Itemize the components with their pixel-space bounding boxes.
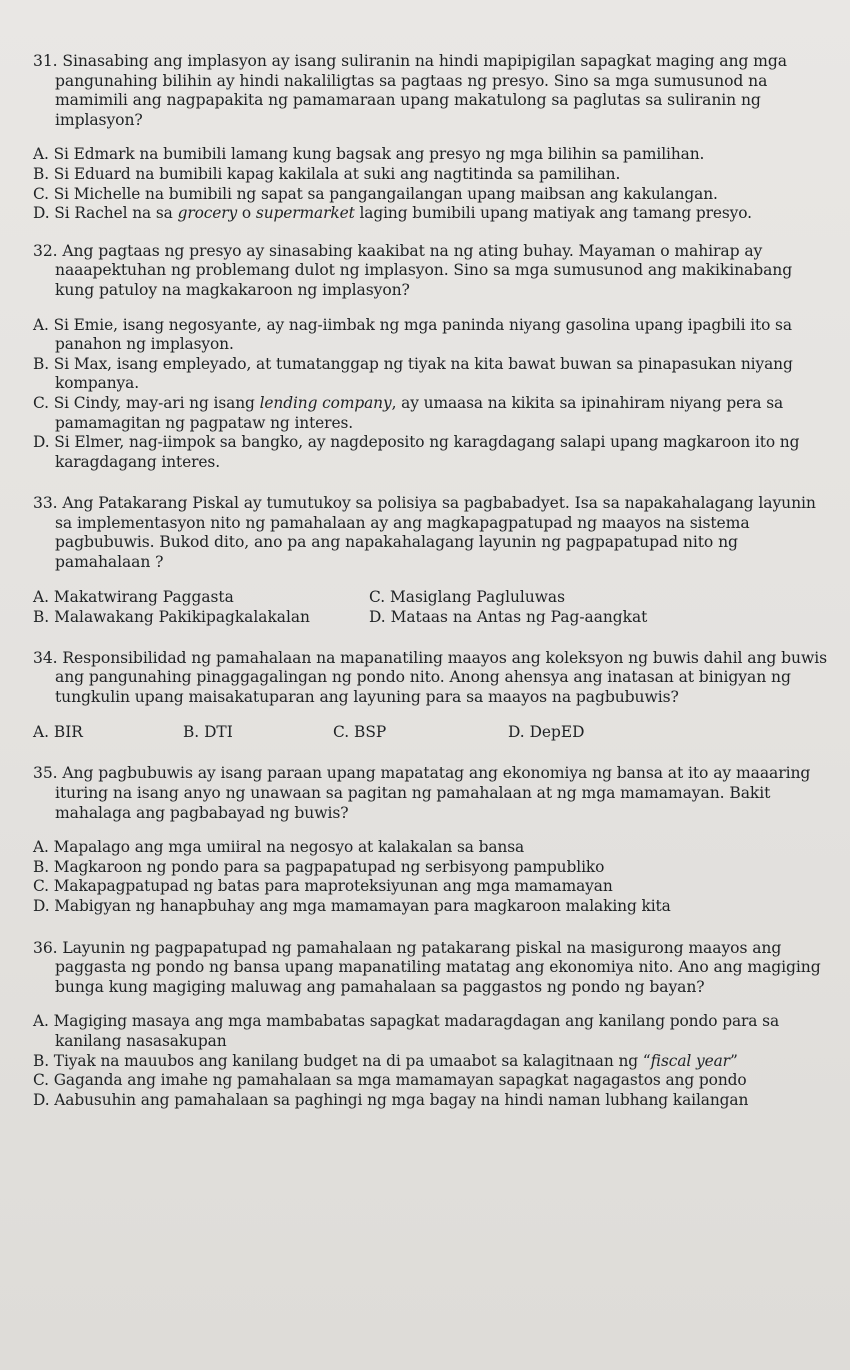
choice-a[interactable]: A. Si Emie, isang negosyante, ay nag-iimbak ng mga paninda niyang gasolina upang ipagbili ito sa panahon ng implasyon. <box>33 315 792 354</box>
choice-b[interactable]: B. Tiyak na mauubos ang kanilang budget na di pa umaabot sa kalagitnaan ng “fiscal year” <box>33 1051 738 1070</box>
question-stem: 34. Responsibilidad ng pamahalaan na mapanatiling maayos ang koleksyon ng buwis dahil ang buwis ang pangunahing pinaggagalingan ng pondo nito. Anong ahensya ang inatasan at binigyan ng tungkulin upang maisakatuparan ang layuning para sa maayos na pagbubuwis? <box>33 648 827 706</box>
choice-b[interactable]: B. Magkaroon ng pondo para sa pagpapatupad ng serbisyong pampubliko <box>33 857 605 876</box>
question-34 <box>33 649 828 743</box>
choice-list <box>33 1012 828 1110</box>
choice-a[interactable]: A. Mapalago ang mga umiiral na negosyo at kalakalan sa bansa <box>33 838 525 857</box>
choice-b[interactable]: B. Si Max, isang empleyado, at tumatanggap ng tiyak na kita bawat buwan sa pinapasukan niyang kompanya. <box>33 354 793 393</box>
question-36 <box>33 939 828 1111</box>
choice-b[interactable]: B. Malawakang Pakikipagkalakalan <box>33 607 310 626</box>
choice-d[interactable]: D. Mabigyan ng hanapbuhay ang mga mamamayan para magkaroon malaking kita <box>33 897 671 915</box>
choice-b[interactable]: B. Si Eduard na bumibili kapag kakilala at suki ang nagtitinda sa pamilihan. <box>33 164 621 183</box>
question-31 <box>33 52 828 224</box>
choice-c[interactable]: C. Gaganda ang imahe ng pamahalaan sa mga mamamayan sapagkat nagagastos ang pondo <box>33 1071 747 1090</box>
choice-list <box>33 722 828 742</box>
choice-a[interactable]: A. Magiging masaya ang mga mambabatas sapagkat madaragdagan ang kanilang pondo para sa kanilang nasasakupan <box>33 1012 780 1050</box>
choice-c[interactable]: C. Si Michelle na bumibili ng sapat sa pangangailangan upang maibsan ang kakulangan. <box>33 184 718 203</box>
question-33 <box>33 494 828 626</box>
choice-c[interactable]: C. Masiglang Pagluluwas <box>369 587 565 606</box>
question-stem: 36. Layunin ng pagpapatupad ng pamahalaan ng patakarang piskal na masigurong maayos ang paggasta ng pondo ng bansa upang mapanatiling matatag ang ekonomiya nito. Ano ang magiging bunga kung magiging maluwag ang pamahalaan sa paggastos ng pondo ng bayan? <box>33 938 821 996</box>
question-stem: 33. Ang Patakarang Piskal ay tumutukoy sa polisiya sa pagbabadyet. Isa sa napakahalagang layunin sa implementasyon nito ng pamahalaan ay ang magkapagpatupad ng maayos na sistema pagbubuwis. Bukod dito, ano pa ang napakahalagang layunin ng pagpapatupad nito ng pamahalaan ? <box>33 494 816 572</box>
choice-d[interactable]: D. Aabusuhin ang pamahalaan sa paghingi ng mga bagay na hindi naman lubhang kailangan <box>33 1090 749 1109</box>
choice-list <box>33 145 828 223</box>
choice-c[interactable]: C. Makapagpatupad ng batas para maproteksiyunan ang mga mamamayan <box>33 877 613 896</box>
question-35 <box>33 764 828 916</box>
choice-d[interactable]: D. DepED <box>508 723 585 742</box>
choice-d[interactable]: D. Mataas na Antas ng Pag-aangkat <box>369 607 648 626</box>
choice-c[interactable]: C. Si Cindy, may-ari ng isang lending company, ay umaasa na kikita sa ipinahiram niyang pera sa pamamagitan ng pagpataw ng interes. <box>33 393 784 432</box>
choice-d[interactable]: D. Si Rachel na sa grocery o supermarket laging bumibili upang matiyak ang tamang presyo. <box>33 204 752 223</box>
choice-a[interactable]: A. Si Edmark na bumibili lamang kung bagsak ang presyo ng mga bilihin sa pamilihan. <box>33 145 705 164</box>
question-stem: 31. Sinasabing ang implasyon ay isang suliranin na hindi mapipigilan sapagkat maging ang mga pangunahing bilihin ay hindi nakaliligtas sa pagtaas ng presyo. Sino sa mga sumusunod na mamimili ang nagpapakita ng pamamaraan upang makatulong sa paglutas sa suliranin ng implasyon? <box>33 52 787 129</box>
choice-b[interactable]: B. DTI <box>183 723 233 742</box>
choice-list <box>33 316 828 473</box>
choice-a[interactable]: A. BIR <box>33 723 83 742</box>
question-32 <box>33 242 828 473</box>
choice-c[interactable]: C. BSP <box>333 723 387 742</box>
question-stem: 35. Ang pagbubuwis ay isang paraan upang mapatatag ang ekonomiya ng bansa at ito ay maaaring ituring na isang anyo ng unawaan sa pagitan ng pamahalaan at ng mga mamamayan. Bakit mahalaga ang pagbabayad ng buwis? <box>33 764 811 822</box>
choice-a[interactable]: A. Makatwirang Paggasta <box>33 587 234 606</box>
choice-list <box>33 587 828 627</box>
choice-list <box>33 838 828 916</box>
choice-d[interactable]: D. Si Elmer, nag-iimpok sa bangko, ay nagdeposito ng karagdagang salapi upang magkaroon ito ng karagdagang interes. <box>33 433 800 471</box>
question-stem: 32. Ang pagtaas ng presyo ay sinasabing kaakibat na ng ating buhay. Mayaman o mahirap ay naaapektuhan ng problemang dulot ng implasyon. Sino sa mga sumusunod ang makikinabang kung patuloy na magkakaroon ng implasyon? <box>33 241 793 299</box>
